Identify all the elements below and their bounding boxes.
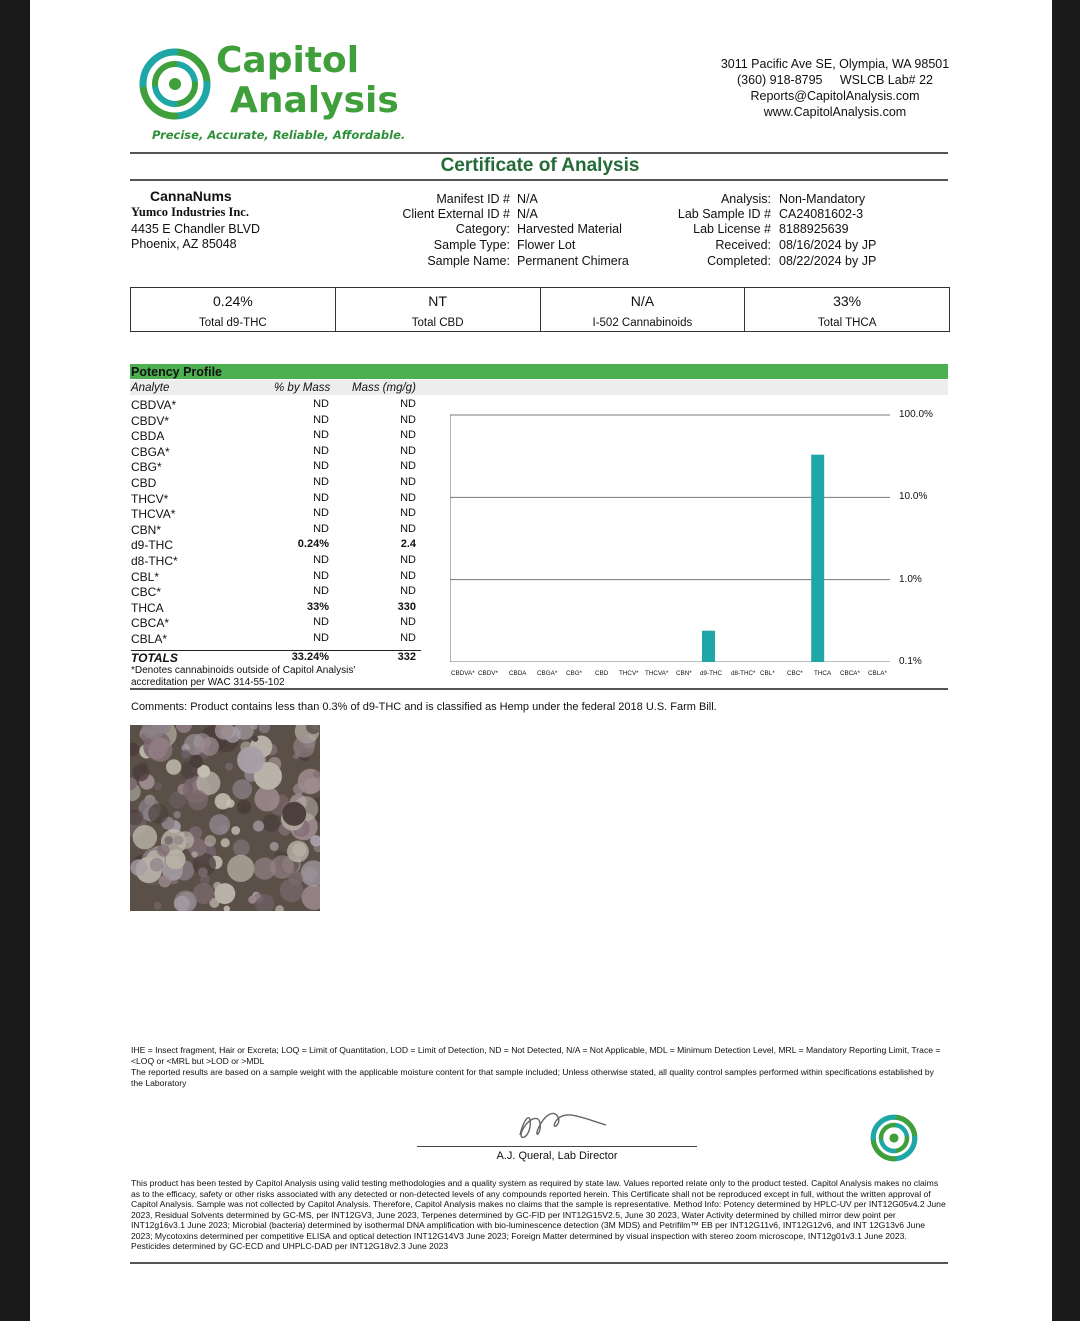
analysis-label: Analysis: <box>720 192 771 206</box>
potency-header-bar <box>130 364 948 379</box>
analyte-mass: 2.4 <box>400 538 416 551</box>
analyte-name: CBC* <box>131 585 162 600</box>
accreditation-note-line2: accreditation per WAC 314-55-102 <box>131 677 285 688</box>
photo-bud-texture <box>225 763 233 771</box>
analyte-name: d9-THC <box>131 538 174 553</box>
analyte-pct: ND <box>313 476 329 488</box>
analyte-mass: ND <box>400 632 416 644</box>
potency-row <box>131 429 421 445</box>
photo-bud-texture <box>166 759 181 774</box>
photo-bud-texture <box>215 793 231 809</box>
photo-bud-texture <box>252 736 258 742</box>
manifest-id-value: N/A <box>517 192 538 206</box>
comments: Comments: Product contains less than 0.3% of d9-THC and is classified as Hemp under the federal 2018 U.S. Farm Bill. <box>131 701 717 713</box>
received-value: 08/16/2024 by JP <box>779 238 877 252</box>
photo-bud-texture <box>209 814 230 835</box>
category-label: Category: <box>455 222 510 236</box>
analyte-name: CBDA <box>131 429 165 444</box>
analyte-pct: ND <box>313 507 329 520</box>
photo-bud-texture <box>164 836 173 845</box>
category-value: Harvested Material <box>517 222 622 236</box>
chart-y-tick-label: 1.0% <box>899 573 922 585</box>
photo-bud-texture <box>154 902 162 910</box>
chart-x-tick-label: CBLA* <box>868 670 887 677</box>
chart-y-tick-label: 10.0% <box>899 491 928 503</box>
photo-bud-texture <box>173 811 180 818</box>
potency-row <box>131 476 421 492</box>
analyte-name: CBCA* <box>131 616 170 631</box>
analyte-name: CBGA* <box>131 444 170 459</box>
sample-type-label: Sample Type: <box>433 238 510 252</box>
accreditation-note-line1: *Denotes cannabinoids outside of Capitol Analysis' <box>131 665 356 676</box>
chart-y-tick-label: 100.0% <box>899 409 933 420</box>
chart-x-tick-label: d8-THC* <box>731 670 756 677</box>
analyte-mass: ND <box>400 585 416 598</box>
potency-bottom-divider <box>130 688 948 690</box>
summary-total-thca <box>745 288 949 331</box>
summary-total-cbd <box>336 288 541 331</box>
photo-bud-texture <box>150 858 164 872</box>
analyte-mass: ND <box>400 429 416 442</box>
potency-row <box>131 538 421 554</box>
certificate-page <box>30 0 1052 1321</box>
potency-row <box>131 616 421 632</box>
chart-x-tick-label: CBG* <box>566 670 583 677</box>
photo-bud-texture <box>237 800 251 814</box>
analyte-pct: ND <box>313 413 329 426</box>
totals-pct: 33.24% <box>291 651 329 663</box>
product-flower-photo <box>130 725 320 911</box>
received-label: Received: <box>715 238 771 252</box>
photo-bud-texture <box>139 762 148 771</box>
photo-bud-texture <box>148 738 172 762</box>
analyte-pct: ND <box>313 616 329 629</box>
analyte-mass: ND <box>400 522 416 535</box>
client-name: CannaNums <box>150 188 232 204</box>
photo-bud-texture <box>237 746 264 773</box>
analyte-name: CBDV* <box>131 413 170 428</box>
chart-x-tick-label: CBCA* <box>840 670 860 677</box>
summary-value: 33% <box>833 293 862 309</box>
chart-x-tick-label: CBDA <box>509 670 527 677</box>
analyte-pct: ND <box>313 491 329 504</box>
photo-bud-texture <box>233 840 250 857</box>
potency-row <box>131 554 421 570</box>
analysis-value: Non-Mandatory <box>779 192 866 206</box>
sample-type-value: Flower Lot <box>517 238 576 252</box>
potency-row <box>131 507 421 523</box>
potency-row <box>131 492 421 508</box>
chart-x-tick-label: CBGA* <box>537 670 558 677</box>
photo-bud-texture <box>174 896 190 911</box>
client-external-id-label: Client External ID # <box>402 207 510 221</box>
analyte-mass: ND <box>400 554 416 566</box>
lab-email: Reports@CapitolAnalysis.com <box>750 89 920 103</box>
analyte-name: CBL* <box>131 569 160 584</box>
footer-divider <box>130 1262 948 1264</box>
photo-bud-texture <box>213 882 221 890</box>
analyte-name: CBDVA* <box>131 398 177 412</box>
potency-row <box>131 445 421 461</box>
analyte-pct: ND <box>313 460 329 473</box>
photo-bud-texture <box>200 737 219 756</box>
photo-bud-texture <box>232 779 252 799</box>
analyte-mass: ND <box>400 491 416 504</box>
potency-row <box>131 523 421 539</box>
client-external-id-value: N/A <box>517 207 538 221</box>
analyte-mass: ND <box>400 476 416 488</box>
chart-x-tick-label: THCVA* <box>645 670 669 677</box>
potency-row <box>131 601 421 617</box>
chart-x-tick-label: THCA <box>814 670 832 677</box>
photo-bud-texture <box>287 841 309 863</box>
potency-bar-chart <box>450 410 890 662</box>
analyte-name: CBLA* <box>131 632 168 646</box>
potency-row <box>131 460 421 476</box>
analyte-name: THCA <box>131 600 164 615</box>
chart-x-tick-label: CBL* <box>760 670 775 677</box>
definitions-note: IHE = Insect fragment, Hair or Excreta; LOQ = Limit of Quantitation, LOD = Limit of Detection, ND = Not Detected, N/A = Not Applicable, MDL = Minimum Detection Level, MRL = Mandatory Reporting Limit, Trace = <LOQ or <MRL but >LOD or >MDL <box>131 1045 941 1066</box>
photo-bud-texture <box>157 844 170 857</box>
potency-row <box>131 632 421 648</box>
analyte-mass: 330 <box>397 600 416 613</box>
analyte-pct: 0.24% <box>297 538 329 551</box>
chart-bar <box>811 455 824 662</box>
analyte-mass: ND <box>400 460 416 473</box>
photo-bud-texture <box>231 826 240 835</box>
summary-label: Total THCA <box>817 317 877 329</box>
lab-contact-block <box>670 56 1000 120</box>
summary-i502-cannabinoids <box>541 288 746 331</box>
analyte-name: d8-THC* <box>131 554 178 568</box>
analyte-pct: ND <box>313 444 329 457</box>
chart-x-tick-label: CBC* <box>787 670 803 677</box>
col-mass-mg-g: Mass (mg/g) <box>352 382 416 394</box>
photo-bud-texture <box>254 858 276 880</box>
photo-bud-texture <box>159 875 171 887</box>
client-company: Yumco Industries Inc. <box>131 205 249 219</box>
summary-label: Total d9-THC <box>199 317 267 329</box>
analyte-mass: ND <box>400 413 416 426</box>
summary-value: N/A <box>630 293 655 309</box>
potency-row <box>131 570 421 586</box>
analyte-name: CBN* <box>131 522 162 537</box>
analyte-pct: ND <box>313 522 329 535</box>
lab-license-value: 8188925639 <box>779 222 849 236</box>
chart-bar <box>702 631 715 662</box>
analyte-mass: ND <box>400 398 416 410</box>
potency-row <box>131 414 421 430</box>
summary-label: I-502 Cannabinoids <box>592 317 693 329</box>
photo-bud-texture <box>190 755 203 768</box>
photo-bud-texture <box>181 750 190 759</box>
chart-x-tick-label: THCV* <box>619 670 639 677</box>
chart-x-tick-label: d9-THC <box>700 670 723 677</box>
sample-name-value: Permanent Chimera <box>517 254 629 268</box>
analyte-pct: ND <box>313 585 329 598</box>
photo-bud-texture <box>293 736 315 758</box>
photo-bud-texture <box>174 836 183 845</box>
client-city: Phoenix, AZ 85048 <box>131 237 237 251</box>
analyte-name: THCV* <box>131 491 169 506</box>
summary-value: 0.24% <box>213 293 253 309</box>
potency-title: Potency Profile <box>131 365 222 379</box>
analyte-mass: ND <box>400 444 416 457</box>
analyte-name: CBD <box>131 476 157 490</box>
header-divider-bottom <box>130 179 948 181</box>
col-analyte: Analyte <box>131 382 170 394</box>
photo-bud-texture <box>254 786 279 811</box>
photo-bud-texture <box>280 878 304 902</box>
capitol-analysis-footer-logo-icon <box>868 1112 920 1164</box>
photo-bud-texture <box>188 790 208 810</box>
photo-bud-texture <box>154 782 162 790</box>
potency-row <box>131 585 421 601</box>
completed-label: Completed: <box>707 254 771 268</box>
analyte-pct: 33% <box>306 600 329 613</box>
company-tagline: Precise, Accurate, Reliable, Affordable. <box>152 128 406 142</box>
photo-bud-texture <box>130 859 147 876</box>
totals-label: TOTALS <box>131 651 178 665</box>
chart-x-tick-label: CBDV* <box>478 670 498 677</box>
photo-bud-texture <box>253 821 264 832</box>
lab-website: www.CapitolAnalysis.com <box>763 105 907 119</box>
col-pct-by-mass: % by Mass <box>274 382 331 394</box>
analyte-mass: ND <box>400 569 416 582</box>
capitol-analysis-logo-icon <box>135 44 215 124</box>
logo-word-capitol: Capitol <box>216 40 360 81</box>
logo-word-analysis: Analysis <box>230 80 399 121</box>
summary-table <box>130 287 950 332</box>
analyte-pct: ND <box>313 554 329 566</box>
header-divider-top <box>130 152 948 154</box>
analyte-pct: ND <box>313 429 329 442</box>
summary-total-d9-thc <box>131 288 336 331</box>
lab-sample-id-value: CA24081602-3 <box>779 207 864 221</box>
potency-row <box>131 398 421 414</box>
lab-sample-id-label: Lab Sample ID # <box>677 207 771 221</box>
analyte-pct: ND <box>313 398 329 410</box>
client-street: 4435 E Chandler BLVD <box>131 222 261 236</box>
photo-bud-texture <box>148 804 168 824</box>
photo-bud-texture <box>282 802 306 826</box>
summary-label: Total CBD <box>411 317 464 329</box>
sample-name-label: Sample Name: <box>427 254 510 268</box>
analyte-mass: ND <box>400 507 416 520</box>
photo-bud-texture <box>248 896 256 904</box>
chart-x-tick-label: CBDVA* <box>451 670 475 677</box>
photo-bud-texture <box>204 835 216 847</box>
director-signature <box>510 1103 610 1147</box>
analyte-mass: ND <box>400 616 416 629</box>
signer-name: A.J. Queral, Lab Director <box>496 1150 618 1162</box>
lab-license-label: Lab License # <box>693 222 771 236</box>
analyte-name: CBG* <box>131 460 162 475</box>
photo-bud-texture <box>227 855 254 882</box>
page-title: Certificate of Analysis <box>440 155 640 176</box>
analyte-pct: ND <box>313 632 329 644</box>
summary-value: NT <box>428 293 447 309</box>
lab-phone-license: (360) 918-8795 WSLCB Lab# 22 <box>737 73 933 87</box>
chart-y-tick-label: 0.1% <box>899 656 922 667</box>
analyte-pct: ND <box>313 569 329 582</box>
signature-line <box>417 1146 697 1147</box>
analyte-name: THCVA* <box>131 507 176 522</box>
disclaimer: This product has been tested by Capitol Analysis using valid testing methodologies and a quality system as required by state law. Values reported relate only to the product tested. Capitol Analysis makes no claims as to the efficacy, safety or other risks associated with any detected or non-detected levels of any compounds reported herein. This Certificate shall not be reproduced except in full, without the written approval of Capitol Analysis. Sample was not collected by Capitol Analysis. Therefore, Capitol Analysis makes no claims that the sample is representative. Method Info: Potency determined by HPLC-UV per INT12G05v4.2 June 2023, Residual Solvents determined by GC-MS, per INT12GV3, June 2023, Terpenes determined by GC-FID per INT12G15V2.5, June 30 2023, Water Activity determined by chilled mirror dew point per INT12g16v3.1 June 2023; Microbial (bacteria) determined by isothermal DNA amplification with bio-luminescence detection (3M MDS) and Petrifilm™ EB per INT12G11v6, INT12G12v6, and INT 12G13v6 June 2023; Mycotoxins determined per competitive ELISA and optical detection INT12G14V3 June 2023; Foreign Matter determined by visual inspection with stereo zoom microscope, INT12g01v3.1 June 2023. Pesticides determined by GC-ECD and UHPLC-DAD per INT12G18v2.3 June 2023 <box>131 1178 946 1251</box>
potency-subheader <box>130 380 948 395</box>
photo-bud-texture <box>270 842 279 851</box>
photo-bud-texture <box>198 867 208 877</box>
photo-bud-texture <box>133 825 157 849</box>
manifest-id-label: Manifest ID # <box>436 192 510 206</box>
completed-value: 08/22/2024 by JP <box>779 254 877 268</box>
chart-x-tick-label: CBN* <box>676 670 692 677</box>
photo-bud-texture <box>221 838 230 847</box>
photo-bud-texture <box>262 814 280 832</box>
photo-bud-texture <box>191 851 197 857</box>
lab-address: 3011 Pacific Ave SE, Olympia, WA 98501 <box>720 57 950 71</box>
totals-mass: 332 <box>397 651 416 663</box>
reported-results-note: The reported results are based on a sample weight with the applicable moisture content for that sample included; Unless otherwise stated, all quality control samples performed within specifications established by the Laboratory <box>131 1067 934 1088</box>
chart-x-tick-label: CBD <box>595 670 609 677</box>
